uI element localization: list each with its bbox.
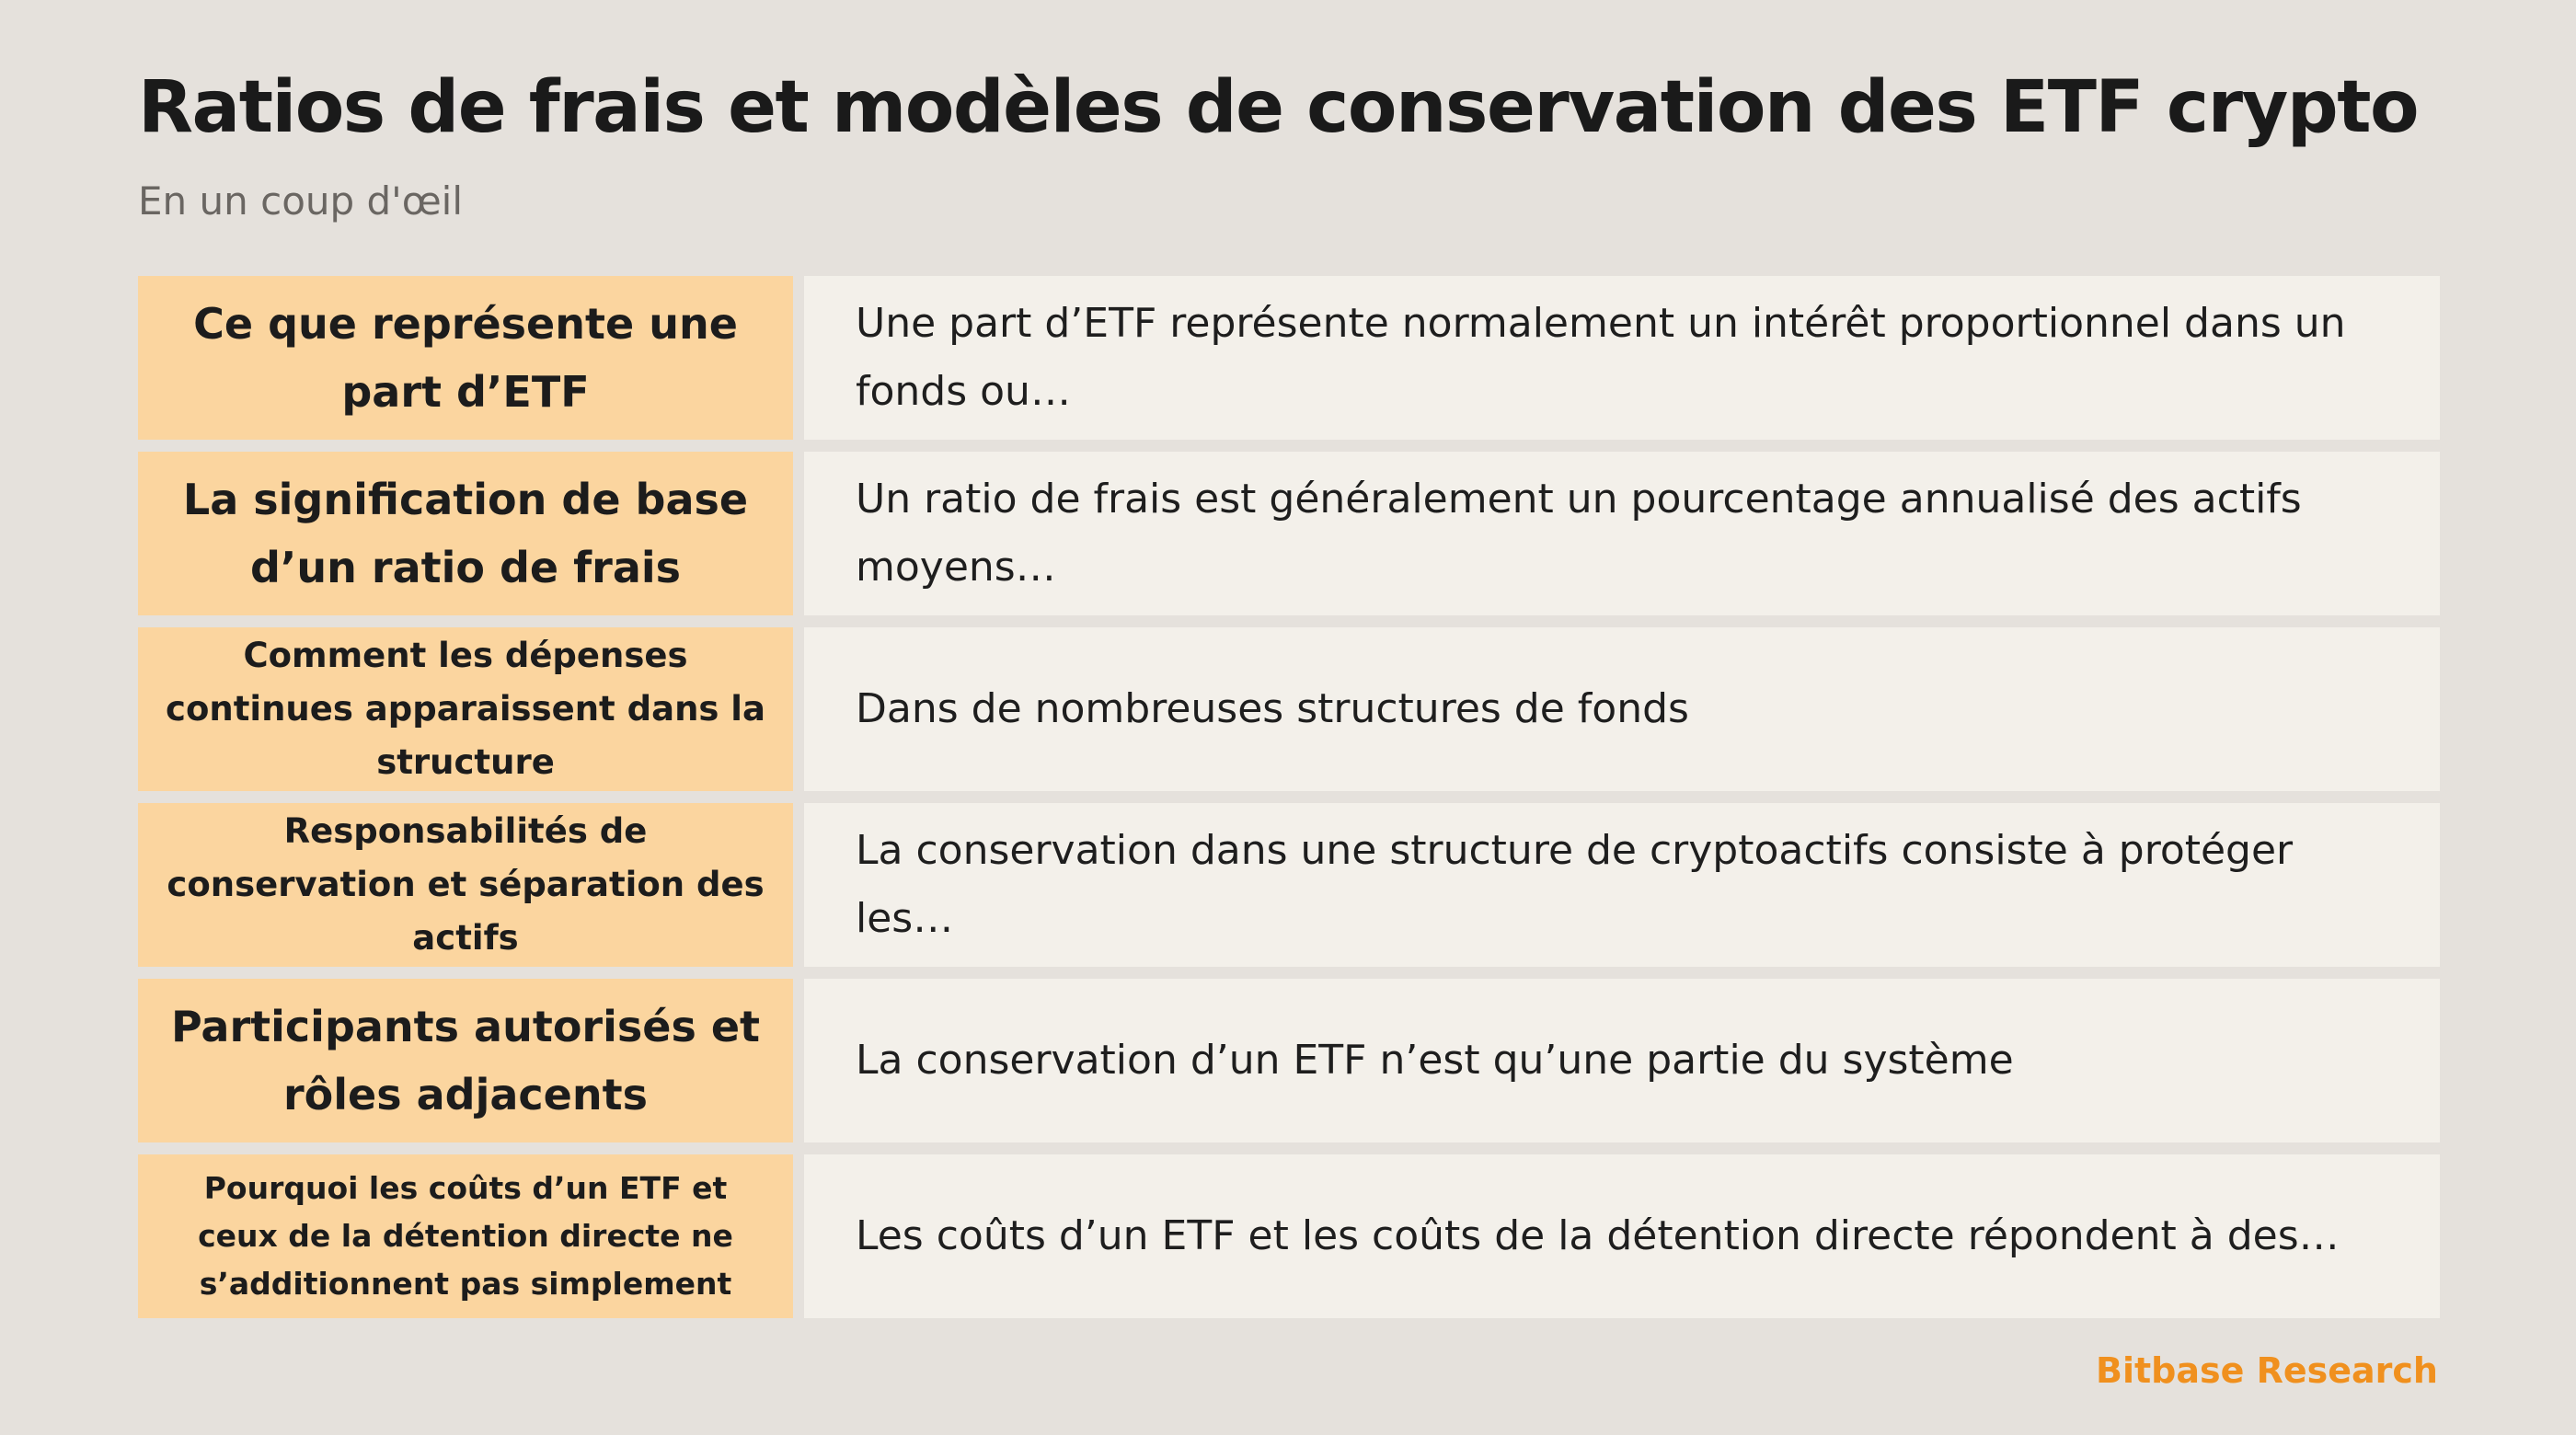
page-subtitle: En un coup d'œil [138, 178, 464, 224]
table-row [138, 452, 2440, 615]
row-label: La signification de base d’un ratio de frais [138, 452, 793, 615]
row-description: Dans de nombreuses structures de fonds [804, 627, 2440, 791]
row-label: Participants autorisés et rôles adjacents [138, 979, 793, 1142]
table-row [138, 1154, 2440, 1318]
row-label: Ce que représente une part d’ETF [138, 276, 793, 440]
table-row [138, 627, 2440, 791]
page-title: Ratios de frais et modèles de conservation des ETF crypto [138, 66, 2419, 149]
row-label: Comment les dépenses continues apparaissent dans la structure [138, 627, 793, 791]
comparison-table [138, 276, 2440, 1318]
row-description: Une part d’ETF représente normalement un intérêt proportionnel dans un fonds ou… [804, 276, 2440, 440]
row-label: Responsabilités de conservation et séparation des actifs [138, 803, 793, 967]
table-row [138, 276, 2440, 440]
row-description: Un ratio de frais est généralement un pourcentage annualisé des actifs moyens… [804, 452, 2440, 615]
row-description: Les coûts d’un ETF et les coûts de la détention directe répondent à des… [804, 1154, 2440, 1318]
table-row [138, 803, 2440, 967]
brand-footer: Bitbase Research [2095, 1350, 2438, 1391]
table-row [138, 979, 2440, 1142]
row-label: Pourquoi les coûts d’un ETF et ceux de la détention directe ne s’additionnent pas simplement [138, 1154, 793, 1318]
row-description: La conservation dans une structure de cryptoactifs consiste à protéger les… [804, 803, 2440, 967]
row-description: La conservation d’un ETF n’est qu’une partie du système [804, 979, 2440, 1142]
